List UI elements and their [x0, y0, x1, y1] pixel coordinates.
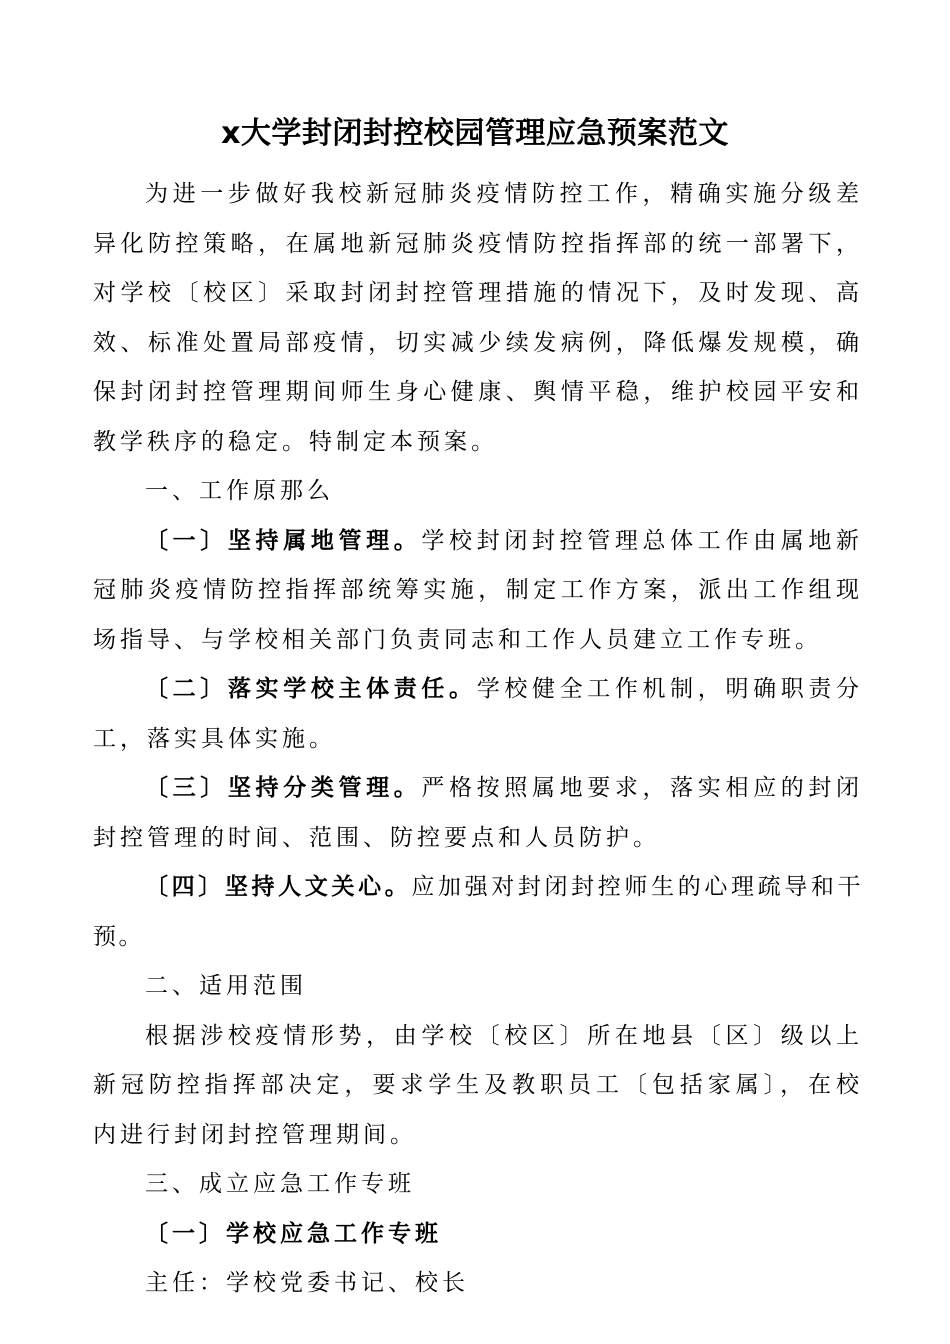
principle-item-2-text: 学校健全工作机制，明确职责分工，落实具体实施。 [93, 676, 864, 752]
section-2-heading: 二、适用范围 [145, 973, 307, 999]
document-body [93, 170, 863, 1309]
director-line: 主任：学校党委书记、校长 [145, 1270, 469, 1296]
principle-item-1-text: 学校封闭封控管理总体工作由属地新冠肺炎疫情防控指挥部统筹实施，制定工作方案，派出工作组现场指导、与学校相关部门负责同志和工作人员建立工作专班。 [93, 527, 864, 653]
section-3-heading: 三、成立应急工作专班 [145, 1171, 415, 1197]
principle-item-4-label: 〔四〕坚持人文关心。 [145, 874, 412, 900]
principle-item-3-label: 〔三〕坚持分类管理。 [145, 775, 422, 801]
principle-item-2-label: 〔二〕落实学校主体责任。 [145, 676, 477, 702]
principle-item-3 [93, 764, 863, 863]
intro-paragraph: 为进一步做好我校新冠肺炎疫情防控工作，精确实施分级差异化防控策略，在属地新冠肺炎疫情防控指挥部的统一部署下，对学校〔校区〕采取封闭封控管理措施的情况下，及时发现、高效、标准处置局部疫情，切实减少续发病例，降低爆发规模，确保封闭封控管理期间师生身心健康、舆情平稳，维护校园平安和教学秩序的稳定。特制定本预案。 [93, 181, 863, 455]
principle-item-4 [93, 863, 863, 962]
principle-item-1 [93, 517, 863, 666]
principle-item-2 [93, 665, 863, 764]
principle-item-4-text: 应加强对封闭封控师生的心理疏导和干预。 [93, 874, 864, 950]
section-1-heading: 一、工作原那么 [145, 478, 334, 504]
section-3-subheading-text: 〔一〕学校应急工作专班 [145, 1220, 442, 1247]
section-3-subheading [93, 1210, 863, 1260]
scope-paragraph: 根据涉校疫情形势，由学校〔校区〕所在地县〔区〕级以上新冠防控指挥部决定，要求学生及教职员工〔包括家属〕，在校内进行封闭封控管理期间。 [93, 1022, 863, 1148]
principle-item-1-label: 〔一〕坚持属地管理。 [145, 527, 422, 554]
document-title: x大学封闭封控校园管理应急预案范文 [221, 116, 729, 151]
principle-item-3-text: 严格按照属地要求，落实相应的封闭封控管理的时间、范围、防控要点和人员防护。 [93, 775, 864, 851]
